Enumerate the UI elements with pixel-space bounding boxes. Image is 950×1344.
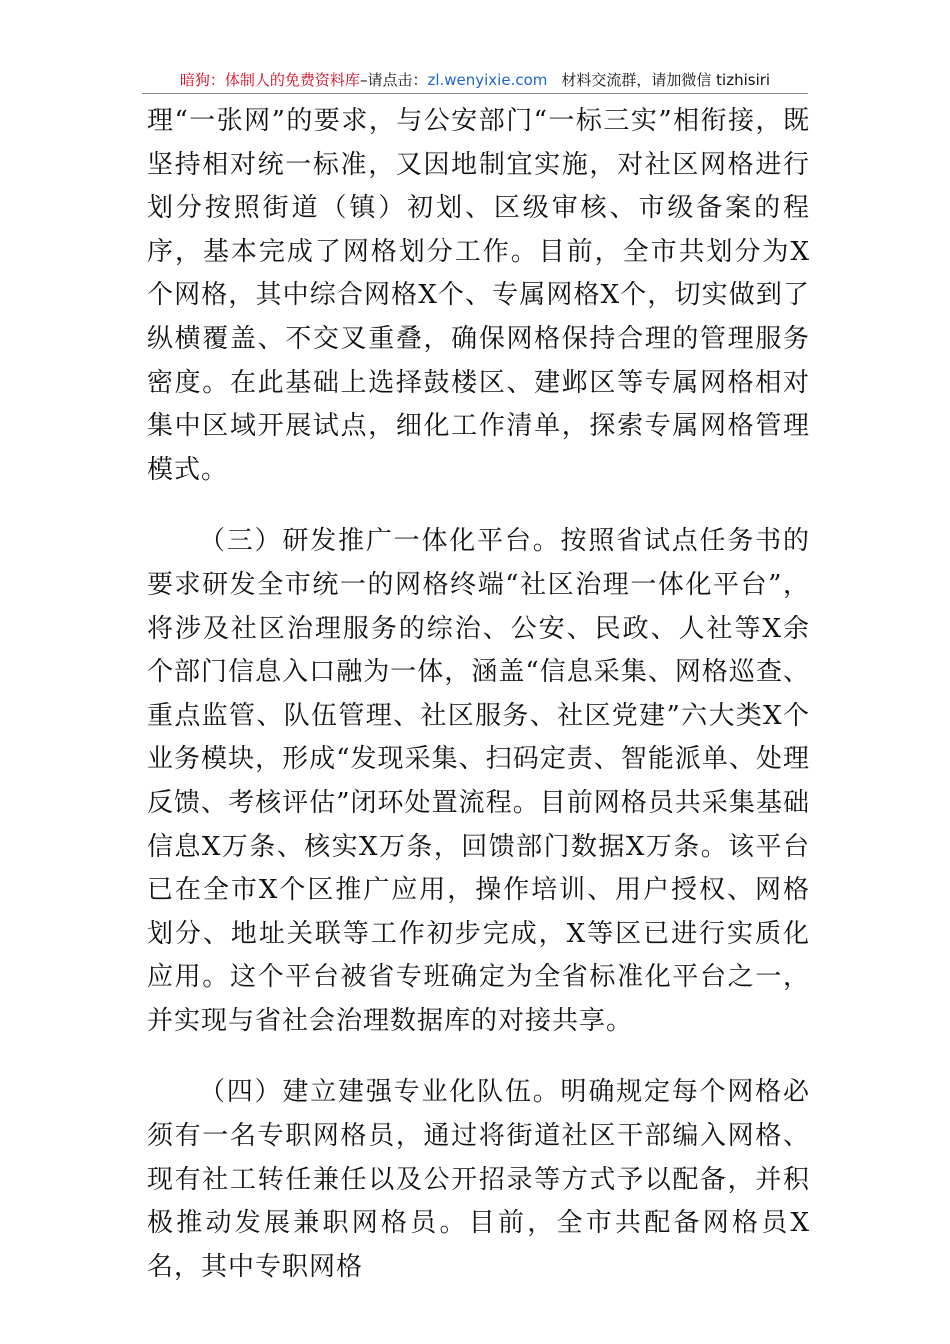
paragraph-continued: 理“一张网”的要求，与公安部门“一标三实”相衔接，既坚持相对统一标准，又因地制宜实施，对社区网格进行划分按照街道（镇）初划、区级审核、市级备案的程序，基本完成了网格划分工作。目前，全市共划分为X个网格，其中综合网格X个、专属网格X个，切实做到了纵横覆盖、不交叉重叠，确保网格保持合理的管理服务密度。在此基础上选择鼓楼区、建邺区等专属网格相对集中区域开展试点，细化工作清单，探索专属网格管理模式。 — [147, 106, 810, 485]
header-url-link[interactable]: zl.wenyixie.com — [427, 71, 548, 89]
page-header — [0, 70, 950, 90]
header-divider — [142, 93, 808, 94]
header-brand: 暗狗：体制人的免费资料库 — [179, 71, 360, 89]
header-group-note: 材料交流群，请加微信 tizhisiri — [561, 71, 771, 89]
header-prompt: –请点击： — [359, 71, 428, 89]
paragraph-section-4: （四）建立建强专业化队伍。明确规定每个网格必须有一名专职网格员，通过将街道社区干部编入网格、现有社工转任兼任以及公开招录等方式予以配备，并积极推动发展兼职网格员。目前，全市共配备网格员X名，其中专职网格 — [147, 1077, 810, 1282]
paragraph-section-3: （三）研发推广一体化平台。按照省试点任务书的要求研发全市统一的网格终端“社区治理一体化平台”，将涉及社区治理服务的综治、公安、民政、人社等X余个部门信息入口融为一体，涵盖“信息采集、网格巡查、重点监管、队伍管理、社区服务、社区党建”六大类X个业务模块，形成“发现采集、扫码定责、智能派单、处理反馈、考核评估”闭环处置流程。目前网格员共采集基础信息X万条、核实X万条，回馈部门数据X万条。该平台已在全市X个区推广应用，操作培训、用户授权、网格划分、地址关联等工作初步完成，X等区已进行实质化应用。这个平台被省专班确定为全省标准化平台之一，并实现与省社会治理数据库的对接共享。 — [147, 526, 810, 1036]
document-body — [147, 100, 810, 1289]
